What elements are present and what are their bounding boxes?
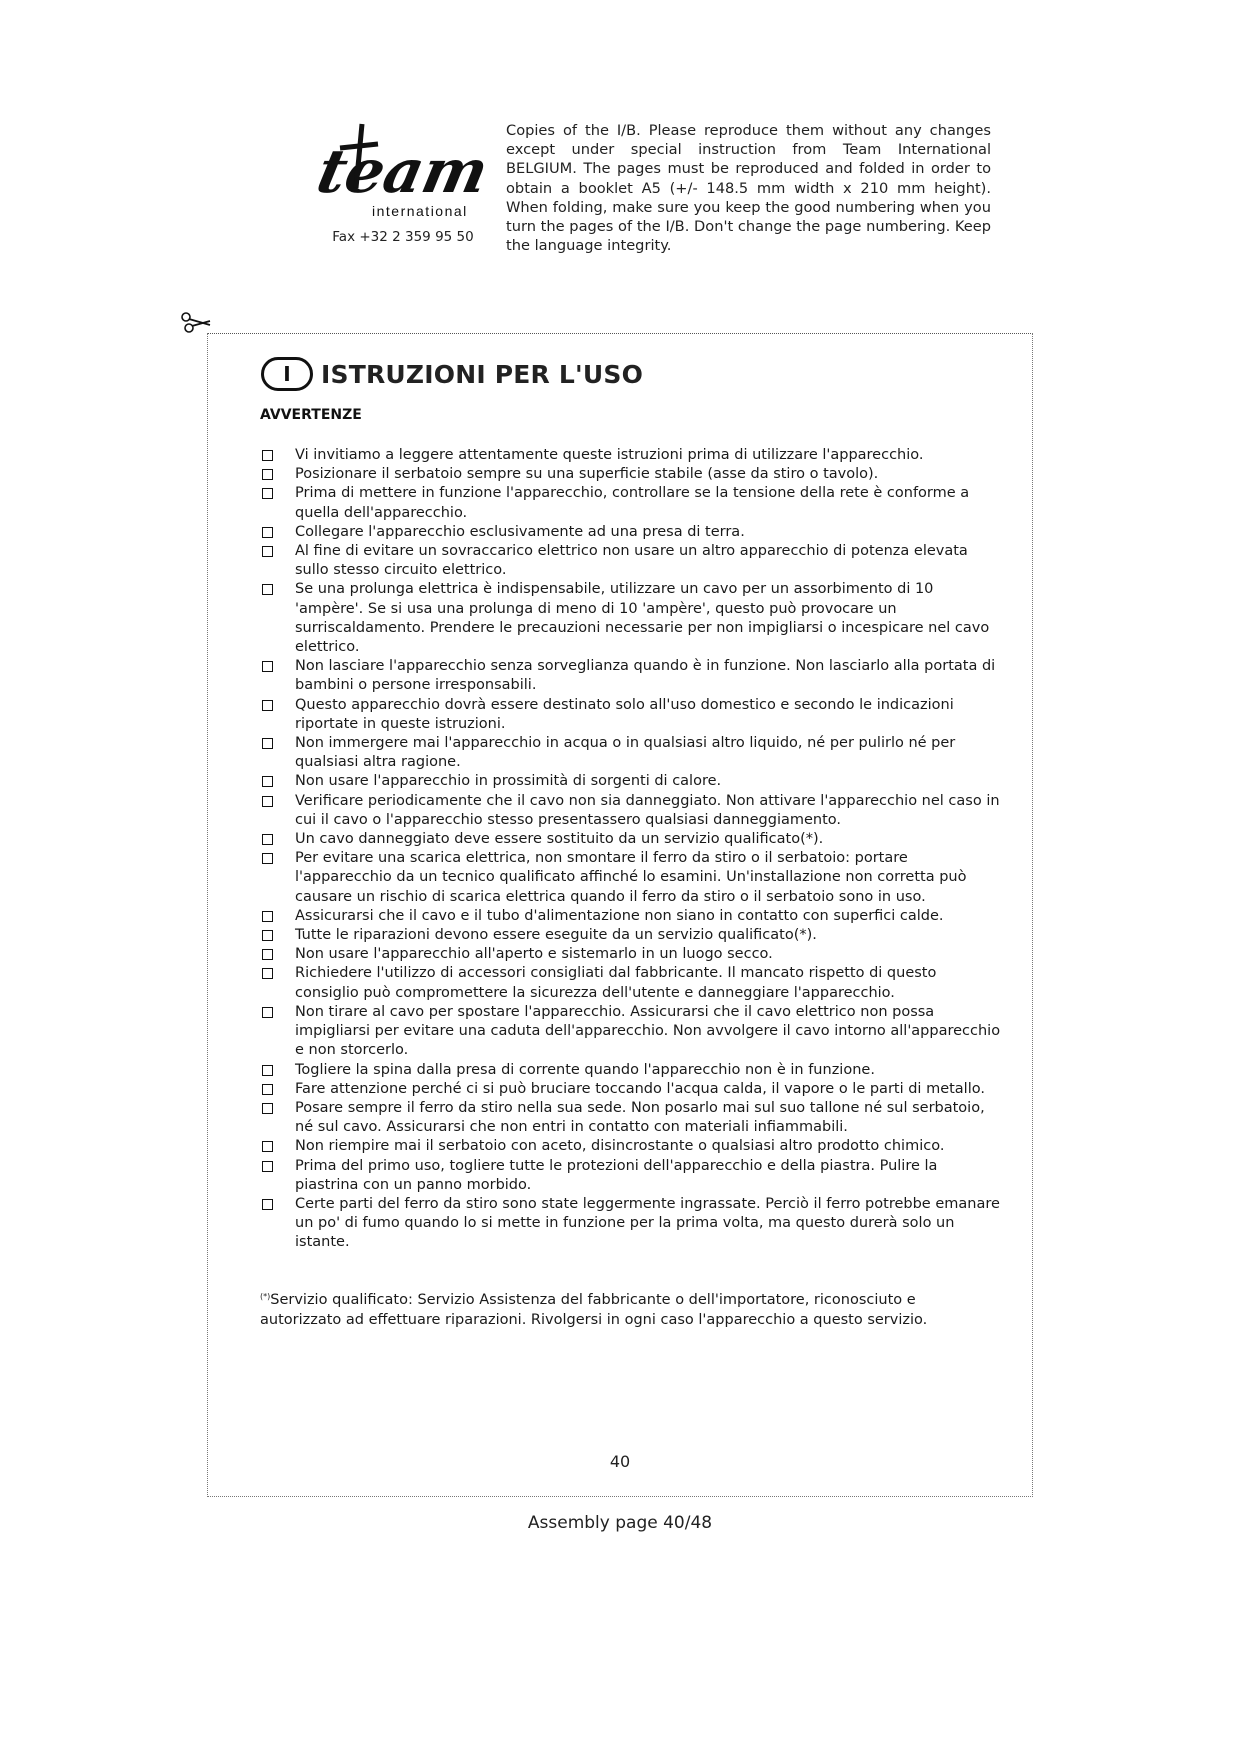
- warnings-list: [262, 446, 1002, 1253]
- scissors-icon: [180, 309, 214, 333]
- list-item-text: Verificare periodicamente che il cavo non sia danneggiato. Non attivare l'apparecchio nel caso in cui il cavo o l'apparecchio stesso presentassero qualsiasi danneggiamento.: [295, 792, 1000, 828]
- list-item-text: Non tirare al cavo per spostare l'apparecchio. Assicurarsi che il cavo elettrico non possa impigliarsi per evitare una caduta dell'apparecchio. Non avvolgere il cavo intorno all'apparecchio e non storcerlo.: [295, 1003, 1001, 1059]
- list-item-text: Non usare l'apparecchio in prossimità di sorgenti di calore.: [295, 773, 722, 790]
- list-item-text: Tutte le riparazioni devono essere eseguite da un servizio qualificato(*).: [295, 927, 817, 944]
- list-item-text: Vi invitiamo a leggere attentamente queste istruzioni prima di utilizzare l'apparecchio.: [295, 447, 924, 463]
- checkbox-bullet-icon: [262, 911, 273, 922]
- list-item: [262, 1003, 1002, 1061]
- footnote: [260, 1287, 1000, 1330]
- list-item: [262, 830, 1002, 849]
- checkbox-bullet-icon: [262, 1199, 273, 1210]
- language-badge: I: [261, 357, 313, 391]
- checkbox-bullet-icon: [262, 546, 273, 557]
- list-item: [262, 580, 1002, 657]
- footnote-marker: (*): [260, 1292, 271, 1301]
- list-item: [262, 1099, 1002, 1137]
- list-item-text: Richiedere l'utilizzo di accessori consigliati dal fabbricante. Il mancato rispetto di questo consiglio può compromettere la sicurezza dell'utente e danneggiare l'apparecchio.: [295, 965, 937, 1001]
- list-item: [262, 1195, 1002, 1253]
- list-item-text: Un cavo danneggiato deve essere sostituito da un servizio qualificato(*).: [295, 831, 824, 848]
- list-item-text: Togliere la spina dalla presa di corrente quando l'apparecchio non è in funzione.: [295, 1061, 875, 1078]
- list-item: [262, 446, 1002, 465]
- list-item: [262, 657, 1002, 695]
- checkbox-bullet-icon: [262, 1084, 273, 1095]
- list-item-text: Posare sempre il ferro da stiro nella sua sede. Non posarlo mai sul suo tallone né sul serbatoio, né sul cavo. Assicurarsi che non entri in contatto con materiali infiammabili.: [295, 1099, 985, 1136]
- list-item: [262, 1157, 1002, 1195]
- list-item-text: Posizionare il serbatoio sempre su una superficie stabile (asse da stiro o tavolo).: [295, 466, 879, 483]
- team-logo: [311, 118, 495, 222]
- list-item-text: Non immergere mai l'apparecchio in acqua o in qualsiasi altro liquido, né per pulirlo né per qualsiasi altra ragione.: [295, 735, 956, 771]
- checkbox-bullet-icon: [262, 469, 273, 480]
- logo-text-main: team: [311, 136, 495, 207]
- list-item: [262, 907, 1002, 926]
- list-item: [262, 849, 1002, 907]
- fax-number: Fax +32 2 359 95 50: [332, 229, 474, 245]
- checkbox-bullet-icon: [262, 661, 273, 672]
- section-title-row: [261, 354, 643, 394]
- list-item-text: Se una prolunga elettrica è indispensabile, utilizzare un cavo per un assorbimento di 10 'ampère'. Se si usa una prolunga di meno di 10 'ampère', questo può provocare un surriscaldamento. Prendere le precauzioni necessarie per non impigliarsi o incespicare nel cavo elettrico.: [295, 581, 990, 656]
- list-item: [262, 772, 1002, 791]
- list-item: [262, 484, 1002, 522]
- checkbox-bullet-icon: [262, 1065, 273, 1076]
- checkbox-bullet-icon: [262, 1007, 273, 1018]
- list-item: [262, 465, 1002, 484]
- checkbox-bullet-icon: [262, 930, 273, 941]
- page-title: ISTRUZIONI PER L'USO: [321, 359, 644, 389]
- copies-note: Copies of the I/B. Please reproduce them without any changes except under special instruction from Team International BELGIUM. The pages must be reproduced and folded in order to obtain a booklet A5 (+/- 148.5 mm width x 210 mm height). When folding, make sure you keep the good numbering when you turn the pages of the I/B. Don't change the page numbering. Keep the language integrity.: [506, 122, 991, 255]
- checkbox-bullet-icon: [262, 700, 273, 711]
- list-item-text: Al fine di evitare un sovraccarico elettrico non usare un altro apparecchio di potenza elevata sullo stesso circuito elettrico.: [295, 543, 968, 579]
- list-item-text: Questo apparecchio dovrà essere destinato solo all'uso domestico e secondo le indicazioni riportate in queste istruzioni.: [295, 696, 954, 732]
- list-item: [262, 734, 1002, 772]
- checkbox-bullet-icon: [262, 776, 273, 787]
- footnote-text: Servizio qualificato: Servizio Assistenza del fabbricante o dell'importatore, riconosciuto e autorizzato ad effettuare riparazioni. Rivolgersi in ogni caso l'apparecchio a questo servizio.: [260, 1292, 928, 1328]
- list-item: [262, 542, 1002, 580]
- checkbox-bullet-icon: [262, 1141, 273, 1152]
- checkbox-bullet-icon: [262, 527, 273, 538]
- list-item-text: Prima di mettere in funzione l'apparecchio, controllare se la tensione della rete è conforme a quella dell'apparecchio.: [295, 485, 970, 521]
- list-item-text: Collegare l'apparecchio esclusivamente ad una presa di terra.: [295, 523, 745, 540]
- checkbox-bullet-icon: [262, 796, 273, 807]
- page-number: 40: [609, 1452, 631, 1471]
- assembly-page-label: Assembly page 40/48: [527, 1513, 713, 1533]
- checkbox-bullet-icon: [262, 968, 273, 979]
- list-item: [262, 1061, 1002, 1080]
- checkbox-bullet-icon: [262, 1161, 273, 1172]
- list-item-text: Non riempire mai il serbatoio con aceto, disincrostante o qualsiasi altro prodotto chimico.: [295, 1138, 945, 1155]
- checkbox-bullet-icon: [262, 738, 273, 749]
- list-item: [262, 964, 1002, 1002]
- warnings-heading: AVVERTENZE: [260, 407, 362, 423]
- list-item: [262, 523, 1002, 542]
- list-item: [262, 945, 1002, 964]
- list-item: [262, 926, 1002, 945]
- checkbox-bullet-icon: [262, 949, 273, 960]
- list-item-text: Non lasciare l'apparecchio senza sorveglianza quando è in funzione. Non lasciarlo alla portata di bambini o persone irresponsabili.: [295, 658, 996, 694]
- list-item: [262, 1137, 1002, 1156]
- list-item: [262, 792, 1002, 830]
- list-item: [262, 696, 1002, 734]
- checkbox-bullet-icon: [262, 853, 273, 864]
- checkbox-bullet-icon: [262, 450, 273, 461]
- checkbox-bullet-icon: [262, 488, 273, 499]
- list-item: [262, 1080, 1002, 1099]
- checkbox-bullet-icon: [262, 834, 273, 845]
- logo-text-sub: international: [372, 203, 468, 219]
- list-item-text: Prima del primo uso, togliere tutte le protezioni dell'apparecchio e della piastra. Pulire la piastrina con un panno morbido.: [295, 1157, 938, 1193]
- list-item-text: Per evitare una scarica elettrica, non smontare il ferro da stiro o il serbatoio: portare l'apparecchio da un tecnico qualificato affinché lo esamini. Un'installazione non corretta può causare un rischio di scarica elettrica quando il ferro da stiro o il serbatoio sono in uso.: [295, 850, 967, 905]
- checkbox-bullet-icon: [262, 1103, 273, 1114]
- list-item-text: Non usare l'apparecchio all'aperto e sistemarlo in un luogo secco.: [295, 946, 773, 963]
- list-item-text: Fare attenzione perché ci si può bruciare toccando l'acqua calda, il vapore o le parti di metallo.: [295, 1080, 985, 1097]
- list-item-text: Certe parti del ferro da stiro sono state leggermente ingrassate. Perciò il ferro potrebbe emanare un po' di fumo quando lo si mette in funzione per la prima volta, ma questo durerà solo un istante.: [295, 1195, 1000, 1251]
- list-item-text: Assicurarsi che il cavo e il tubo d'alimentazione non siano in contatto con superfici calde.: [295, 907, 944, 924]
- checkbox-bullet-icon: [262, 584, 273, 595]
